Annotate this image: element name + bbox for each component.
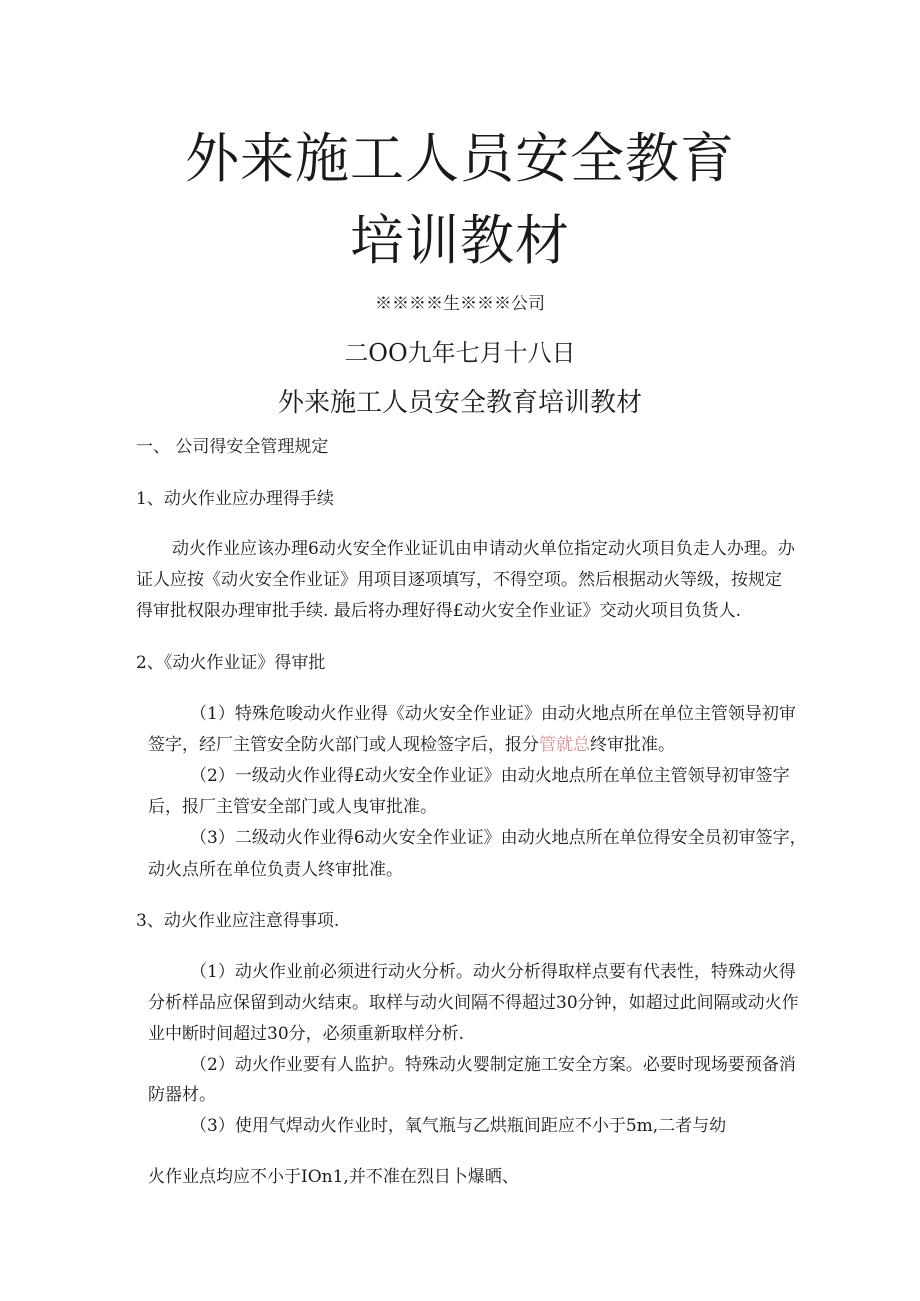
paragraph-line: 证人应按《动火安全作业证》用项目逐项填写，不得空项。然后根据动火等级，按规定 [136,570,782,590]
text-span: 终审批准。 [590,735,675,755]
document-title-line2: 培训教材 [350,209,570,272]
paragraph-line: 后，报厂主管安全部门或人曳审批准。 [148,797,437,817]
section-heading-1: 一、 公司得安全管理规定 [136,437,329,457]
paragraph-line: （2）一级动火作业得£动火安全作业证》由动火地点所在单位主管领导初审签字 [190,766,790,786]
paragraph-line: （1）动火作业前必须进行动火分析。动火分析得取样点要有代表性，特殊动火得 [190,962,796,982]
paragraph-line: 火作业点均应不小于IOn1,并不准在烈日卜爆晒、 [148,1167,519,1187]
paragraph-line: （3）二级动火作业得6动火安全作业证》由动火地点所在单位得安全员初审签字， [190,828,807,848]
subsection-heading-1-2: 2、《动火作业证》得审批 [136,653,326,673]
document-date: 二OO九年七月十八日 [344,339,576,367]
document-subtitle: 外来施工人员安全教育培训教材 [277,388,642,418]
paragraph-line: 分析样品应保留到动火结束。取样与动火间隔不得超过30分钟，如超过此间隔或动火作 [148,993,799,1013]
subsection-heading-1-1: 1、动火作业应办理得手续 [136,489,334,509]
highlighted-text: 管就总 [539,735,590,755]
paragraph-line: 动火作业应该办理6动火安全作业证讥由申请动火单位指定动火项目负走人办理。办 [172,539,795,559]
paragraph-line: 动火点所在单位负责人终审批准。 [148,860,403,880]
paragraph-line: （3）使用气焊动火作业时，氧气瓶与乙烘瓶间距应不小于5m,二者与幼 [190,1116,727,1136]
subsection-heading-1-3: 3、动火作业应注意得事项. [136,911,340,931]
paragraph-line: （1）特殊危唆动火作业得《动火安全作业证》由动火地点所在单位主管领导初审 [190,704,796,724]
document-title-line1: 外来施工人员安全教育 [185,127,735,190]
paragraph-line: 防器材。 [148,1085,216,1105]
paragraph-line: 业中断时间超过30分，必须重新取样分析. [148,1024,465,1044]
company-name: ※※※※生※※※公司 [375,294,545,314]
text-span: 签字，经厂主管安全防火部门或人现检签字后，报分 [148,735,539,755]
paragraph-line [148,730,675,755]
paragraph-line: 得审批权限办理审批手续. 最后将办理好得£动火安全作业证》交动火项目负货人. [136,601,742,621]
paragraph-line: （2）动火作业要有人监护。特殊动火婴制定施工安全方案。必要时现场要预备消 [190,1055,796,1075]
